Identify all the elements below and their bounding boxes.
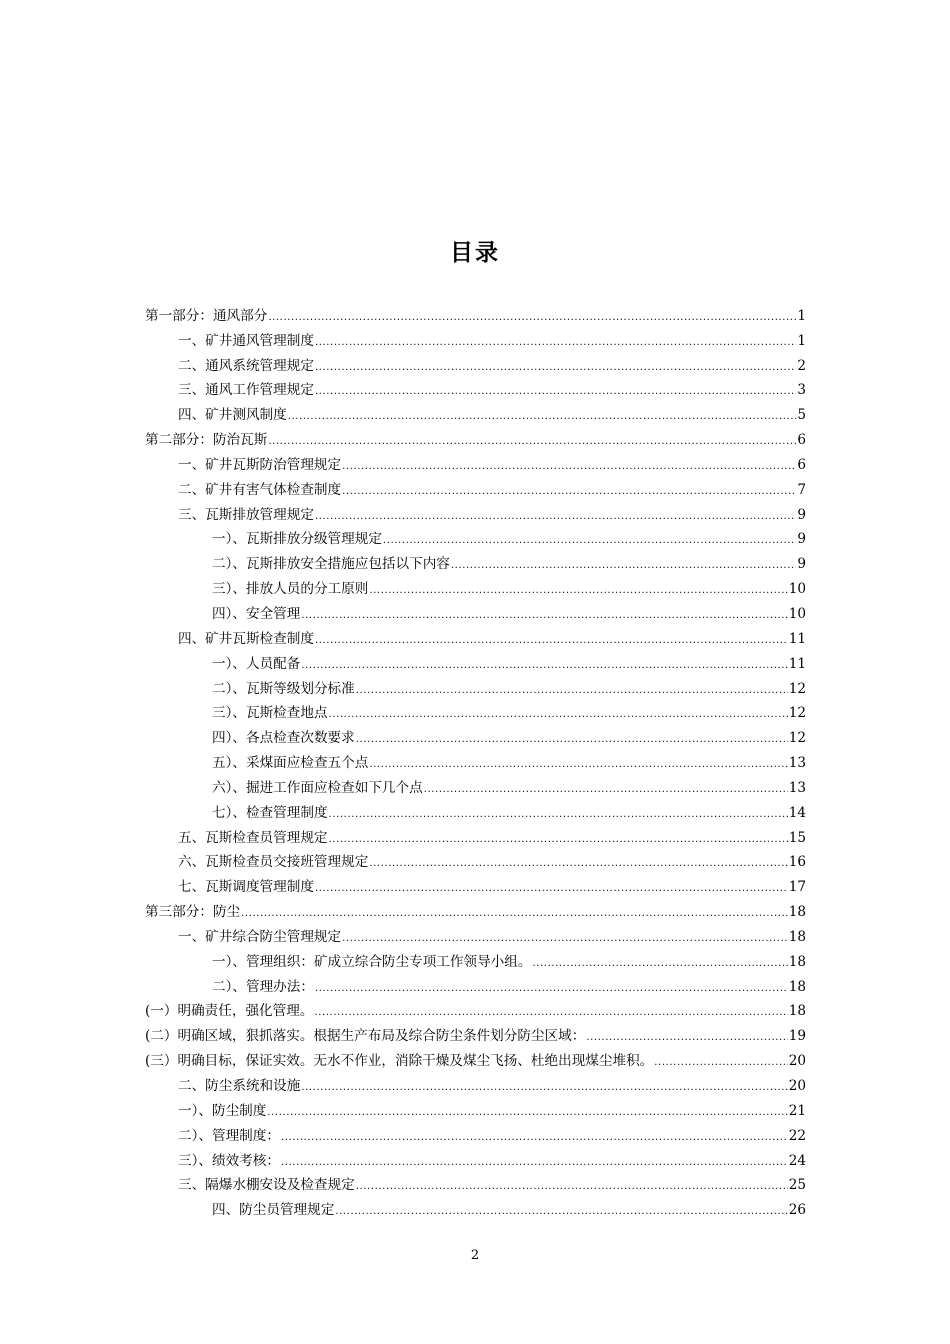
- toc-entry[interactable]: [145, 722, 806, 747]
- toc-dot-leader: [369, 857, 787, 871]
- toc-entry[interactable]: [145, 524, 806, 549]
- toc-entry[interactable]: [145, 1170, 806, 1195]
- toc-entry[interactable]: [145, 623, 806, 648]
- toc-dot-leader: [315, 361, 796, 375]
- toc-entry-page: 16: [788, 854, 806, 871]
- toc-entry-title: 三、隔爆水棚安设及检查规定: [178, 1177, 355, 1194]
- toc-entry[interactable]: [145, 350, 806, 375]
- toc-entry-title: 二、通风系统管理规定: [178, 357, 314, 374]
- toc-entry-page: 1: [797, 332, 806, 349]
- toc-entry-title: 三）、排放人员的分工原则: [212, 581, 369, 598]
- toc-entry-page: 19: [788, 1028, 806, 1045]
- toc-entry[interactable]: [145, 449, 806, 474]
- toc-entry-page: 24: [788, 1152, 806, 1169]
- toc-entry[interactable]: [145, 847, 806, 872]
- toc-entry-page: 18: [788, 928, 806, 945]
- toc-entry-title: 第三部分：防尘: [145, 904, 241, 921]
- toc-entry[interactable]: [145, 300, 806, 325]
- toc-entry-page: 12: [788, 705, 806, 722]
- toc-dot-leader: [342, 932, 788, 946]
- toc-dot-leader: [268, 311, 796, 325]
- toc-dot-leader: [301, 609, 787, 623]
- toc-entry-page: 21: [788, 1102, 806, 1119]
- toc-entry-title: 三）、瓦斯检查地点: [212, 705, 328, 722]
- toc-dot-leader: [267, 1106, 787, 1120]
- toc-entry-title: 四）、安全管理: [212, 605, 301, 622]
- toc-entry[interactable]: [145, 548, 806, 573]
- toc-entry-page: 5: [797, 407, 806, 424]
- toc-entry-page: 6: [797, 456, 806, 473]
- toc-entry-title: 四、防尘员管理规定: [212, 1202, 335, 1219]
- toc-entry-page: 9: [797, 531, 806, 548]
- toc-entry-page: 13: [788, 755, 806, 772]
- toc-entry-page: 12: [788, 680, 806, 697]
- toc-entry-page: 18: [788, 978, 806, 995]
- toc-dot-leader: [356, 733, 788, 747]
- toc-entry-title: 二）、管理办法：: [212, 978, 314, 995]
- page-number: 2: [470, 1248, 480, 1263]
- toc-entry-page: 3: [797, 382, 806, 399]
- toc-entry-page: 18: [788, 1003, 806, 1020]
- toc-entry-title: 六、瓦斯检查员交接班管理规定: [178, 854, 369, 871]
- toc-entry-title: 七、瓦斯调度管理制度: [178, 879, 314, 896]
- toc-entry-page: 12: [788, 730, 806, 747]
- toc-entry[interactable]: [145, 772, 806, 797]
- toc-entry[interactable]: [145, 375, 806, 400]
- toc-entry-page: 11: [788, 630, 806, 647]
- toc-entry-title: 七）、检查管理制度: [212, 804, 328, 821]
- toc-entry-title: 二、防尘系统和设施: [178, 1078, 301, 1094]
- toc-entry[interactable]: [145, 871, 806, 896]
- toc-dot-leader: [356, 1180, 788, 1194]
- toc-entry-page: 25: [788, 1177, 806, 1194]
- toc-dot-leader: [383, 534, 796, 548]
- toc-entry[interactable]: [145, 424, 806, 449]
- toc-entry-title: 一）、人员配备: [212, 655, 301, 672]
- toc-entry-title: 一、矿井综合防尘管理规定: [178, 928, 342, 945]
- toc-entry-page: 10: [788, 605, 806, 622]
- toc-entry[interactable]: [145, 822, 806, 847]
- toc-dot-leader: [369, 758, 787, 772]
- toc-entry[interactable]: [145, 698, 806, 723]
- toc-entry-page: 15: [788, 829, 806, 846]
- toc-dot-leader: [329, 808, 788, 822]
- toc-entry[interactable]: [145, 598, 806, 623]
- toc-dot-leader: [451, 559, 796, 573]
- toc-entry[interactable]: [145, 474, 806, 499]
- toc-entry-title: (三）明确目标，保证实效。无水不作业，消除干燥及煤尘飞扬、杜绝出现煤尘堆积。: [145, 1053, 654, 1070]
- toc-dot-leader: [288, 410, 797, 424]
- toc-dot-leader: [356, 684, 788, 698]
- toc-entry[interactable]: [145, 1045, 806, 1070]
- toc-entry-title: 二）、瓦斯排放安全措施应包括以下内容: [212, 556, 450, 573]
- toc-dot-leader: [315, 982, 788, 996]
- toc-entry-page: 2: [797, 357, 806, 374]
- toc-entry[interactable]: [145, 971, 806, 996]
- toc-entry-title: 一）、防尘制度: [178, 1102, 267, 1119]
- toc-entry-title: 二）、管理制度：: [178, 1127, 280, 1144]
- toc-dot-leader: [329, 833, 788, 847]
- toc-entry[interactable]: [145, 996, 806, 1021]
- toc-entry-title: 一、矿井瓦斯防治管理规定: [178, 456, 342, 473]
- toc-entry-title: 四、矿井测风制度: [178, 407, 287, 424]
- toc-entry[interactable]: [145, 1120, 806, 1145]
- toc-entry-title: 二、矿井有害气体检查制度: [178, 481, 342, 498]
- toc-entry-title: 六）、掘进工作面应检查如下几个点: [212, 779, 423, 796]
- toc-dot-leader: [281, 1156, 788, 1170]
- toc-entry-page: 26: [788, 1202, 806, 1219]
- toc-entry-page: 14: [788, 804, 806, 821]
- toc-entry[interactable]: [145, 797, 806, 822]
- toc-entry-page: 1: [797, 307, 806, 324]
- toc-dot-leader: [329, 708, 788, 722]
- toc-entry-page: 6: [797, 432, 806, 449]
- toc-list: [145, 300, 806, 1219]
- toc-entry-page: 20: [788, 1053, 806, 1070]
- toc-entry[interactable]: [145, 1020, 806, 1045]
- toc-entry-title: (二）明确区域，狠抓落实。根据生产布局及综合防尘条件划分防尘区域：: [145, 1028, 586, 1045]
- toc-entry-page: 9: [797, 506, 806, 523]
- toc-entry-page: 22: [788, 1127, 806, 1144]
- toc-entry-title: 四、矿井瓦斯检查制度: [178, 630, 314, 647]
- toc-entry[interactable]: [145, 325, 806, 350]
- toc-entry-page: 11: [788, 655, 806, 672]
- toc-dot-leader: [532, 957, 787, 971]
- toc-dot-leader: [301, 1081, 787, 1095]
- toc-entry[interactable]: [145, 1145, 806, 1170]
- toc-entry[interactable]: [145, 946, 806, 971]
- toc-entry-title: 三、通风工作管理规定: [178, 382, 314, 399]
- toc-entry-title: 一）、瓦斯排放分级管理规定: [212, 531, 382, 548]
- toc-dot-leader: [586, 1031, 787, 1045]
- toc-entry-page: 18: [788, 904, 806, 921]
- toc-dot-leader: [369, 584, 787, 598]
- toc-entry-title: 三）、绩效考核：: [178, 1152, 280, 1169]
- toc-entry-page: 17: [788, 879, 806, 896]
- toc-entry-title: 一）、管理组织：矿成立综合防尘专项工作领导小组。: [212, 953, 532, 970]
- toc-entry-page: 7: [797, 481, 806, 498]
- toc-dot-leader: [315, 385, 796, 399]
- toc-entry[interactable]: [145, 648, 806, 673]
- toc-dot-leader: [424, 783, 788, 797]
- toc-entry-page: 9: [797, 556, 806, 573]
- toc-entry[interactable]: [145, 573, 806, 598]
- toc-entry-title: 一、矿井通风管理制度: [178, 332, 314, 349]
- toc-entry-title: 五、瓦斯检查员管理规定: [178, 829, 328, 846]
- toc-dot-leader: [301, 659, 787, 673]
- toc-dot-leader: [342, 485, 796, 499]
- toc-entry[interactable]: [145, 499, 806, 524]
- toc-dot-leader: [315, 882, 788, 896]
- toc-dot-leader: [241, 907, 788, 921]
- toc-dot-leader: [342, 460, 796, 474]
- toc-entry[interactable]: [145, 921, 806, 946]
- toc-dot-leader: [335, 1205, 787, 1219]
- toc-entry[interactable]: [145, 1194, 806, 1219]
- toc-dot-leader: [315, 634, 788, 648]
- toc-dot-leader: [315, 336, 796, 350]
- toc-entry-title: 第二部分：防治瓦斯: [145, 432, 268, 449]
- toc-entry-page: 13: [788, 779, 806, 796]
- toc-entry[interactable]: [145, 399, 806, 424]
- toc-dot-leader: [314, 1006, 787, 1020]
- toc-entry[interactable]: [145, 747, 806, 772]
- toc-dot-leader: [268, 435, 796, 449]
- toc-entry[interactable]: [145, 896, 806, 921]
- toc-dot-leader: [654, 1056, 787, 1070]
- toc-entry[interactable]: [145, 673, 806, 698]
- toc-entry[interactable]: [145, 1095, 806, 1120]
- toc-entry-page: 18: [788, 953, 806, 970]
- toc-entry-title: 四）、各点检查次数要求: [212, 730, 355, 747]
- toc-entry-title: (一）明确责任，强化管理。: [145, 1003, 314, 1020]
- toc-title: 目录: [450, 240, 500, 266]
- toc-dot-leader: [281, 1131, 788, 1145]
- toc-entry-title: 第一部分：通风部分: [145, 307, 268, 324]
- toc-entry-title: 五）、采煤面应检查五个点: [212, 755, 369, 772]
- toc-entry-page: 10: [788, 581, 806, 598]
- toc-entry-title: 三、瓦斯排放管理规定: [178, 506, 314, 523]
- toc-entry[interactable]: [145, 1070, 806, 1095]
- toc-dot-leader: [315, 510, 796, 524]
- toc-entry-title: 二）、瓦斯等级划分标准: [212, 680, 355, 697]
- toc-entry-page: 20: [788, 1078, 806, 1094]
